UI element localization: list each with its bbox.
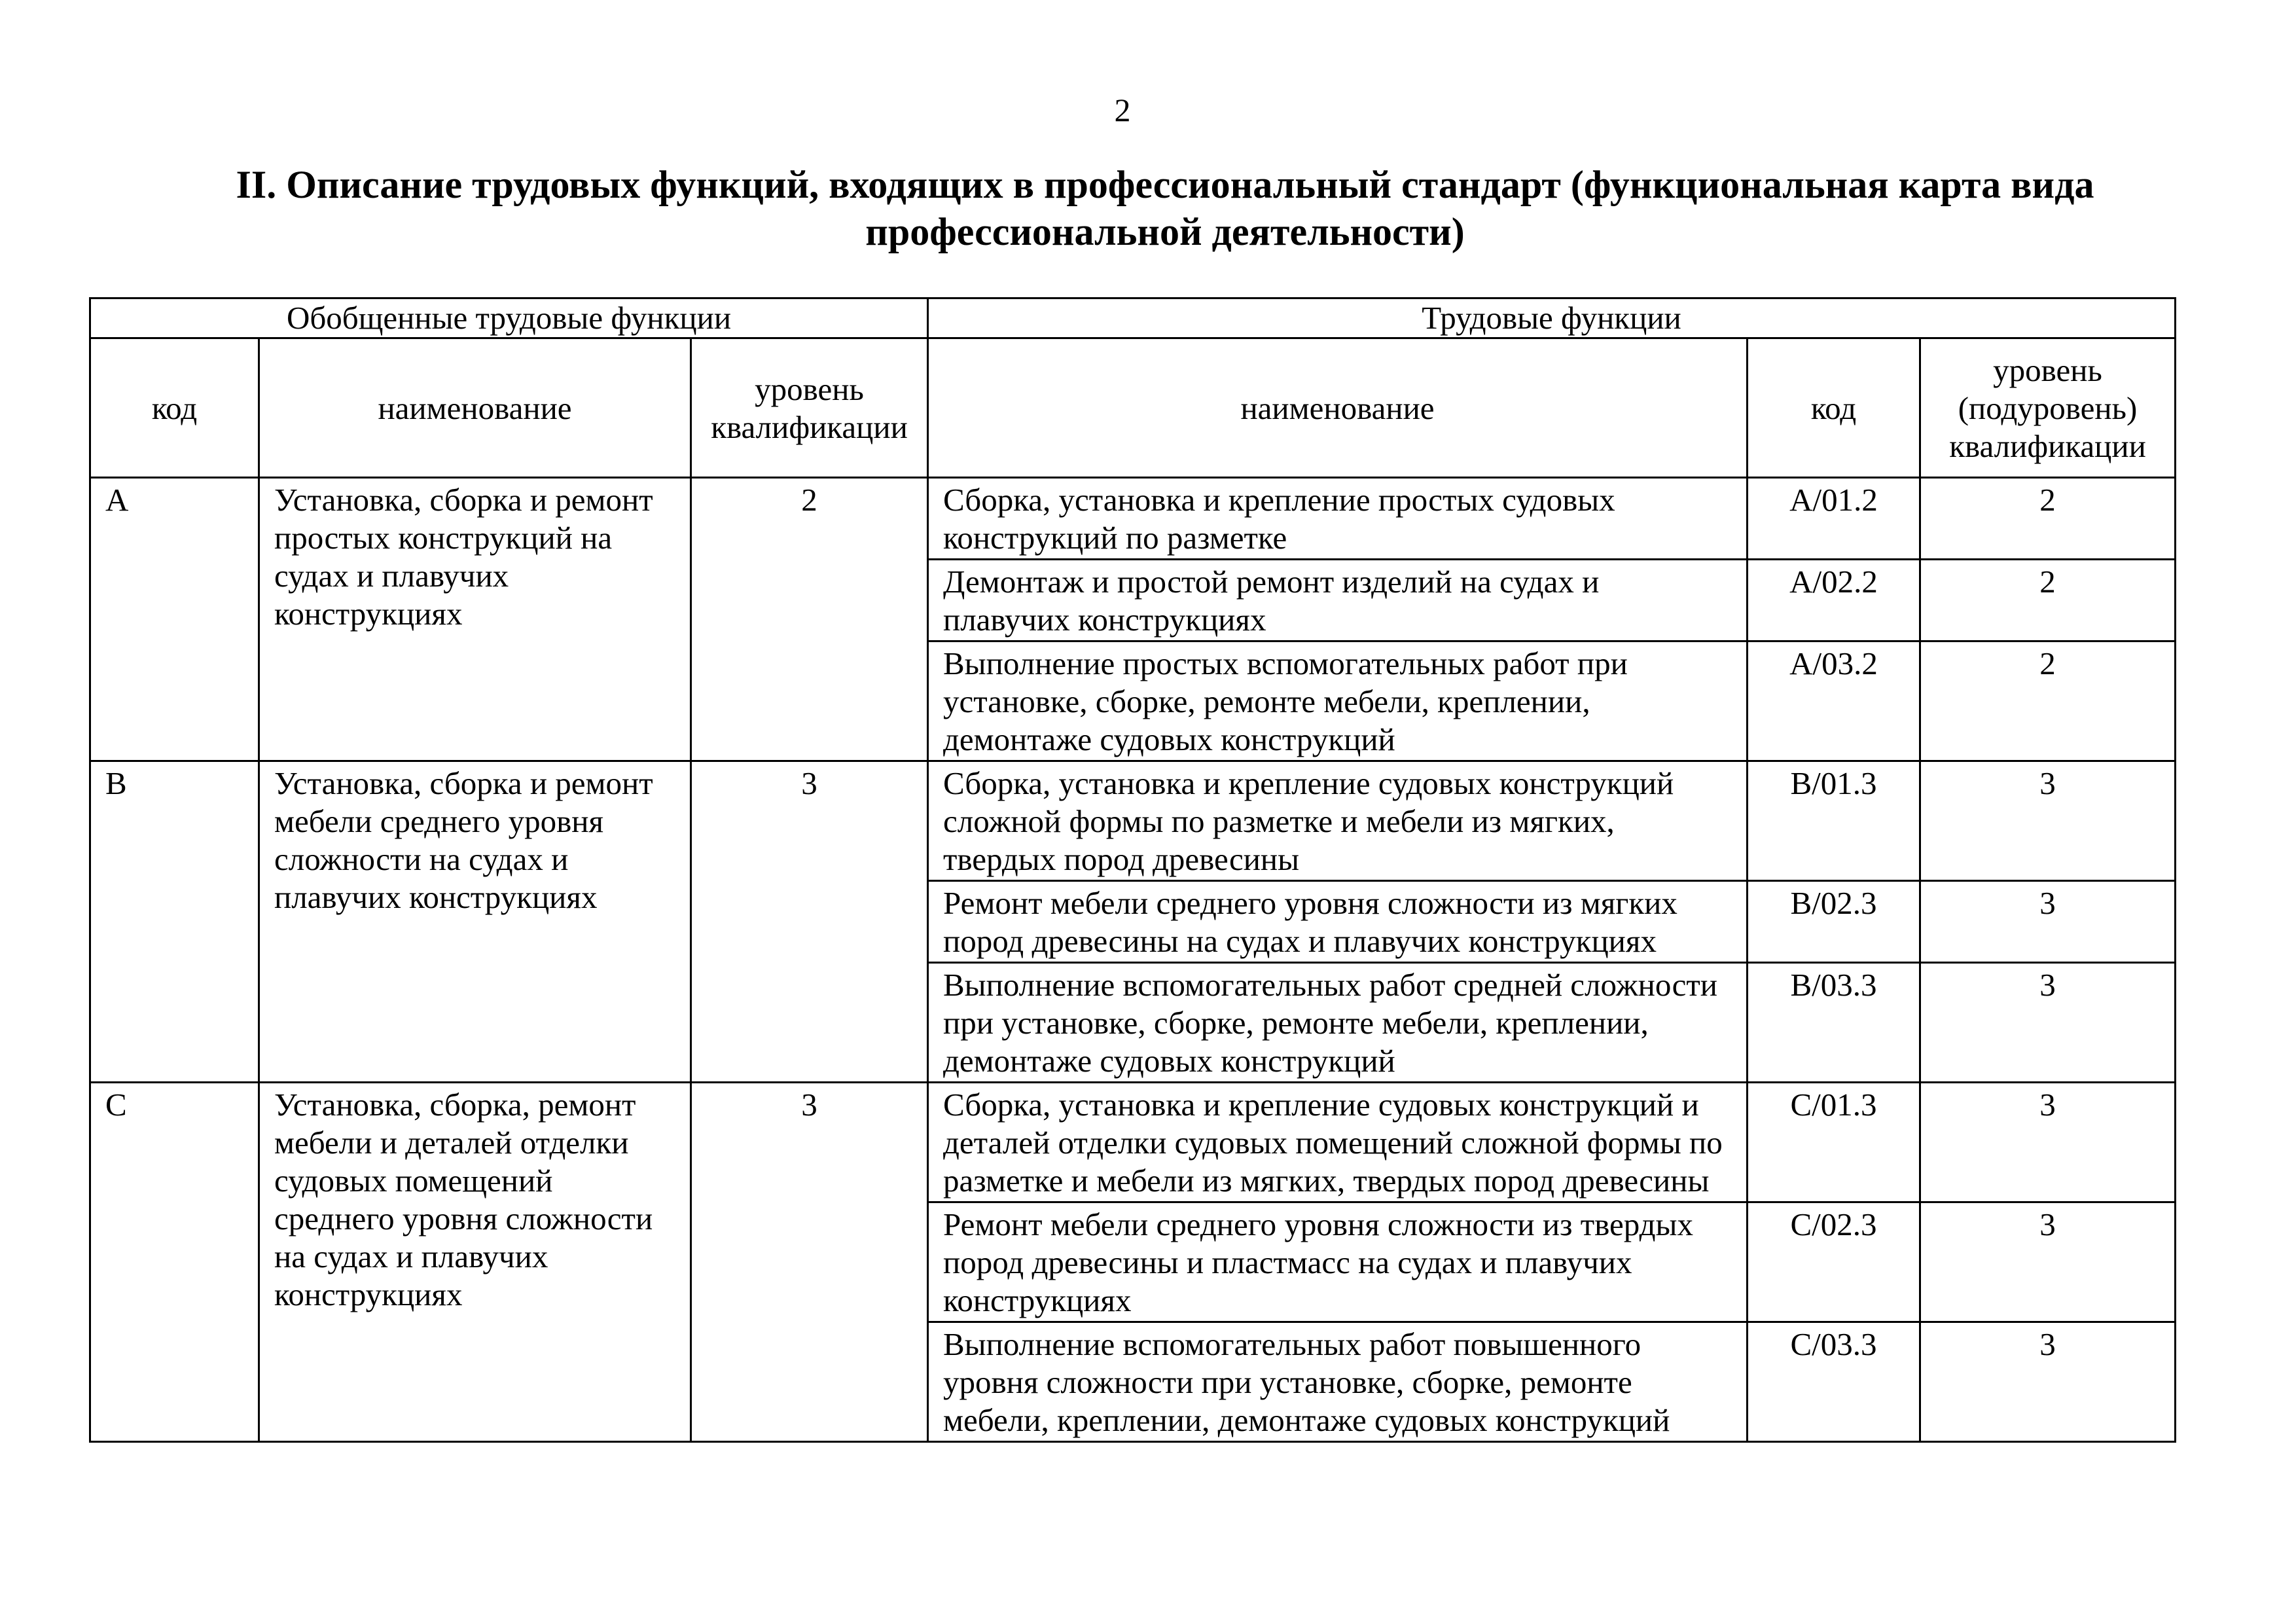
labor-functions-header: Трудовые функции	[928, 298, 2176, 338]
tf-level: 3	[1920, 881, 2176, 963]
tf-level: 2	[1920, 560, 2176, 641]
tf-name: Ремонт мебели среднего уровня сложности из мягких пород древесины на судах и плавучих конструкциях	[928, 881, 1748, 963]
otf-level: 2	[691, 478, 928, 761]
tf-name: Выполнение вспомогательных работ повышенного уровня сложности при установке, сборке, ремонте мебели, креплении, демонтаже судовых конструкций	[928, 1322, 1748, 1442]
tf-name: Ремонт мебели среднего уровня сложности из твердых пород древесины и пластмасс на судах и плавучих конструкциях	[928, 1202, 1748, 1322]
page-number: 2	[1114, 92, 1131, 128]
tf-name: Сборка, установка и крепление простых судовых конструкций по разметке	[928, 478, 1748, 560]
tf-level: 3	[1920, 963, 2176, 1083]
tf-level: 2	[1920, 641, 2176, 761]
table-row	[90, 1083, 2176, 1202]
tf-name: Выполнение вспомогательных работ средней сложности при установке, сборке, ремонте мебели, креплении, демонтаже судовых конструкций	[928, 963, 1748, 1083]
otf-level: 3	[691, 761, 928, 1083]
tf-level: 3	[1920, 761, 2176, 881]
otf-code: C	[90, 1083, 259, 1442]
page-title: II. Описание трудовых функций, входящих в профессиональный стандарт (функциональная карта вида профессиональной деятельности)	[236, 163, 2094, 253]
tf-code: A/01.2	[1748, 478, 1920, 560]
otf-code: B	[90, 761, 259, 1083]
tf-code: C/02.3	[1748, 1202, 1920, 1322]
tf-name: Демонтаж и простой ремонт изделий на судах и плавучих конструкциях	[928, 560, 1748, 641]
tf-level: 2	[1920, 478, 2176, 560]
tf-code: B/01.3	[1748, 761, 1920, 881]
tf-level: 3	[1920, 1083, 2176, 1202]
tf-code: B/03.3	[1748, 963, 1920, 1083]
tf-code-header: код	[1748, 338, 1920, 478]
tf-code: A/03.2	[1748, 641, 1920, 761]
otf-name: Установка, сборка, ремонт мебели и деталей отделки судовых помещений среднего уровня сложности на судах и плавучих конструкциях	[259, 1083, 691, 1442]
otf-name: Установка, сборка и ремонт простых конструкций на судах и плавучих конструкциях	[259, 478, 691, 761]
otf-code: A	[90, 478, 259, 761]
table-row	[90, 478, 2176, 560]
generalized-functions-header: Обобщенные трудовые функции	[90, 298, 928, 338]
table-row	[90, 761, 2176, 881]
tf-code: A/02.2	[1748, 560, 1920, 641]
group-header-row	[90, 298, 2176, 338]
tf-level: 3	[1920, 1322, 2176, 1442]
column-header-row	[90, 338, 2176, 478]
otf-code-header: код	[90, 338, 259, 478]
otf-level-header: уровень квалификации	[691, 338, 928, 478]
tf-name-header: наименование	[928, 338, 1748, 478]
tf-code: C/01.3	[1748, 1083, 1920, 1202]
tf-name: Сборка, установка и крепление судовых конструкций сложной формы по разметке и мебели из мягких, твердых пород древесины	[928, 761, 1748, 881]
tf-code: B/02.3	[1748, 881, 1920, 963]
tf-level-header: уровень (подуровень) квалификации	[1920, 338, 2176, 478]
tf-name: Сборка, установка и крепление судовых конструкций и деталей отделки судовых помещений сложной формы по разметке и мебели из мягких, твердых пород древесины	[928, 1083, 1748, 1202]
otf-level: 3	[691, 1083, 928, 1442]
functional-map-table	[89, 297, 2176, 1443]
otf-name: Установка, сборка и ремонт мебели среднего уровня сложности на судах и плавучих конструкциях	[259, 761, 691, 1083]
tf-name: Выполнение простых вспомогательных работ при установке, сборке, ремонте мебели, креплении, демонтаже судовых конструкций	[928, 641, 1748, 761]
otf-name-header: наименование	[259, 338, 691, 478]
tf-level: 3	[1920, 1202, 2176, 1322]
tf-code: C/03.3	[1748, 1322, 1920, 1442]
